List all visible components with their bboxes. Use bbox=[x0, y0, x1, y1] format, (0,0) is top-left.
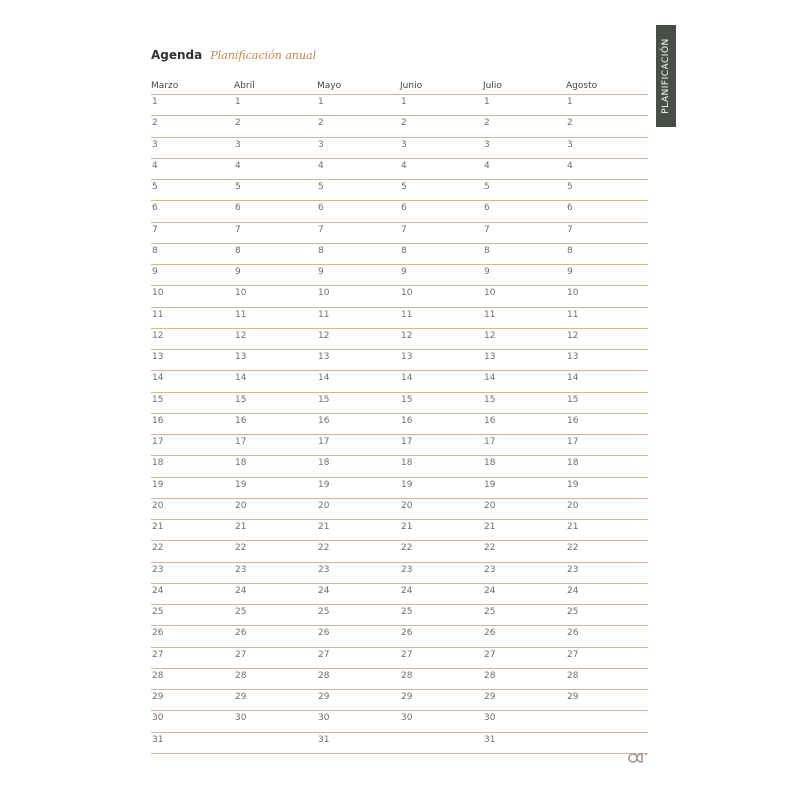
page-header bbox=[151, 44, 316, 63]
day-rows bbox=[151, 95, 648, 754]
ad-logo-icon bbox=[628, 752, 648, 764]
day-cell[interactable]: 28 bbox=[235, 670, 247, 681]
day-cell[interactable]: 20 bbox=[401, 500, 413, 511]
day-cell[interactable]: 8 bbox=[401, 245, 407, 256]
day-cell[interactable]: 1 bbox=[318, 97, 324, 107]
day-row bbox=[151, 414, 648, 435]
day-cell[interactable]: 17 bbox=[567, 437, 579, 447]
day-row bbox=[151, 393, 648, 414]
day-cell[interactable]: 29 bbox=[318, 692, 330, 702]
day-cell[interactable]: 27 bbox=[235, 649, 247, 660]
section-tab-label: PLANIFICACIÓN bbox=[661, 38, 671, 114]
day-cell[interactable]: 16 bbox=[401, 415, 413, 426]
day-cell[interactable]: 13 bbox=[318, 352, 330, 362]
day-cell[interactable]: 4 bbox=[318, 160, 324, 171]
day-cell[interactable]: 24 bbox=[484, 585, 496, 596]
day-cell[interactable]: 2 bbox=[318, 118, 324, 129]
day-cell[interactable]: 22 bbox=[318, 543, 330, 554]
day-cell[interactable]: 8 bbox=[152, 245, 158, 256]
day-cell[interactable]: 12 bbox=[235, 330, 247, 341]
day-cell[interactable]: 25 bbox=[567, 607, 579, 617]
day-cell[interactable]: 10 bbox=[152, 288, 164, 299]
day-cell[interactable]: 14 bbox=[484, 373, 496, 384]
day-row bbox=[151, 435, 648, 456]
day-cell[interactable]: 22 bbox=[235, 543, 247, 554]
day-cell[interactable]: 11 bbox=[152, 309, 164, 320]
day-cell[interactable]: 26 bbox=[318, 628, 330, 639]
month-header: Junio bbox=[400, 81, 423, 91]
day-cell[interactable]: 17 bbox=[318, 437, 330, 447]
day-cell[interactable]: 7 bbox=[567, 224, 573, 235]
month-header: Mayo bbox=[317, 81, 342, 91]
day-cell[interactable]: 8 bbox=[318, 245, 324, 256]
day-cell[interactable]: 13 bbox=[484, 352, 496, 362]
day-cell[interactable]: 23 bbox=[401, 564, 413, 575]
day-cell[interactable]: 7 bbox=[318, 224, 324, 235]
day-cell[interactable]: 1 bbox=[152, 97, 158, 107]
day-cell[interactable]: 9 bbox=[567, 267, 573, 277]
day-cell[interactable]: 19 bbox=[567, 479, 579, 490]
day-cell[interactable]: 18 bbox=[484, 458, 496, 469]
day-cell[interactable]: 10 bbox=[567, 288, 579, 299]
day-cell[interactable]: 26 bbox=[152, 628, 164, 639]
day-cell[interactable]: 20 bbox=[235, 500, 247, 511]
day-cell[interactable]: 6 bbox=[484, 203, 490, 214]
day-cell[interactable]: 30 bbox=[484, 713, 496, 724]
day-cell[interactable]: 17 bbox=[401, 437, 413, 447]
day-cell[interactable]: 15 bbox=[318, 394, 330, 405]
day-row bbox=[151, 201, 648, 222]
day-cell[interactable]: 1 bbox=[401, 97, 407, 107]
day-cell[interactable]: 22 bbox=[484, 543, 496, 554]
day-cell[interactable]: 26 bbox=[235, 628, 247, 639]
day-cell[interactable]: 13 bbox=[567, 352, 579, 362]
day-cell[interactable]: 27 bbox=[401, 649, 413, 660]
day-cell[interactable]: 3 bbox=[567, 139, 573, 150]
day-cell[interactable]: 25 bbox=[152, 607, 164, 617]
day-row bbox=[151, 223, 648, 244]
day-cell[interactable]: 7 bbox=[235, 224, 241, 235]
day-cell[interactable]: 16 bbox=[484, 415, 496, 426]
day-cell[interactable]: 23 bbox=[152, 564, 164, 575]
day-cell[interactable]: 8 bbox=[567, 245, 573, 256]
day-cell[interactable]: 15 bbox=[152, 394, 164, 405]
day-row bbox=[151, 626, 648, 647]
day-cell[interactable]: 20 bbox=[484, 500, 496, 511]
day-cell[interactable]: 4 bbox=[484, 160, 490, 171]
day-cell[interactable]: 3 bbox=[235, 139, 241, 150]
day-cell[interactable]: 30 bbox=[235, 713, 247, 724]
day-cell[interactable]: 14 bbox=[235, 373, 247, 384]
day-cell[interactable]: 11 bbox=[401, 309, 413, 320]
planner-grid bbox=[151, 78, 648, 754]
day-cell[interactable]: 3 bbox=[484, 139, 490, 150]
day-row bbox=[151, 690, 648, 711]
day-row bbox=[151, 499, 648, 520]
day-cell[interactable]: 5 bbox=[401, 182, 407, 192]
day-cell[interactable]: 15 bbox=[567, 394, 579, 405]
day-cell[interactable]: 3 bbox=[152, 139, 158, 150]
month-header-row bbox=[151, 78, 648, 95]
day-cell[interactable]: 31 bbox=[152, 734, 164, 745]
day-cell[interactable]: 19 bbox=[235, 479, 247, 490]
page-subtitle: Planificación anual bbox=[210, 49, 317, 62]
day-cell[interactable]: 21 bbox=[401, 522, 413, 532]
day-cell[interactable]: 10 bbox=[318, 288, 330, 299]
day-cell[interactable]: 8 bbox=[235, 245, 241, 256]
day-cell[interactable]: 13 bbox=[235, 352, 247, 362]
day-cell[interactable]: 15 bbox=[401, 394, 413, 405]
day-row bbox=[151, 265, 648, 286]
day-cell[interactable]: 9 bbox=[152, 267, 158, 277]
day-cell[interactable]: 1 bbox=[567, 97, 573, 107]
day-cell[interactable]: 14 bbox=[318, 373, 330, 384]
day-row bbox=[151, 95, 648, 116]
day-row bbox=[151, 541, 648, 562]
day-row bbox=[151, 350, 648, 371]
day-cell[interactable]: 23 bbox=[484, 564, 496, 575]
day-cell[interactable]: 25 bbox=[318, 607, 330, 617]
day-cell[interactable]: 3 bbox=[401, 139, 407, 150]
day-cell[interactable]: 5 bbox=[318, 182, 324, 192]
day-cell[interactable]: 12 bbox=[401, 330, 413, 341]
day-cell[interactable]: 23 bbox=[235, 564, 247, 575]
day-cell[interactable]: 10 bbox=[484, 288, 496, 299]
day-cell[interactable]: 12 bbox=[484, 330, 496, 341]
day-cell[interactable]: 25 bbox=[235, 607, 247, 617]
day-cell[interactable]: 19 bbox=[401, 479, 413, 490]
day-cell[interactable] bbox=[400, 733, 483, 753]
day-cell[interactable]: 5 bbox=[152, 182, 158, 192]
day-row bbox=[151, 308, 648, 329]
day-cell[interactable]: 20 bbox=[567, 500, 579, 511]
day-cell[interactable]: 11 bbox=[567, 309, 579, 320]
day-cell[interactable]: 20 bbox=[152, 500, 164, 511]
day-row bbox=[151, 456, 648, 477]
day-cell[interactable]: 28 bbox=[567, 670, 579, 681]
day-cell[interactable]: 21 bbox=[318, 522, 330, 532]
day-cell[interactable]: 29 bbox=[401, 692, 413, 702]
day-cell[interactable]: 18 bbox=[401, 458, 413, 469]
day-cell[interactable]: 27 bbox=[567, 649, 579, 660]
day-cell[interactable]: 12 bbox=[567, 330, 579, 341]
day-cell[interactable]: 2 bbox=[235, 118, 241, 129]
day-cell[interactable]: 3 bbox=[318, 139, 324, 150]
day-cell[interactable]: 24 bbox=[401, 585, 413, 596]
day-row bbox=[151, 605, 648, 626]
day-cell[interactable]: 19 bbox=[318, 479, 330, 490]
day-cell[interactable]: 30 bbox=[152, 713, 164, 724]
day-cell[interactable]: 29 bbox=[235, 692, 247, 702]
day-cell[interactable]: 4 bbox=[152, 160, 158, 171]
day-cell[interactable]: 28 bbox=[401, 670, 413, 681]
day-cell[interactable]: 6 bbox=[401, 203, 407, 214]
day-cell[interactable]: 31 bbox=[318, 734, 330, 745]
section-tab bbox=[656, 25, 676, 127]
day-cell[interactable]: 9 bbox=[235, 267, 241, 277]
day-cell[interactable]: 21 bbox=[152, 522, 164, 532]
day-cell[interactable]: 26 bbox=[567, 628, 579, 639]
day-cell[interactable]: 2 bbox=[152, 118, 158, 129]
day-row bbox=[151, 584, 648, 605]
month-header: Abril bbox=[234, 81, 255, 91]
day-cell[interactable]: 4 bbox=[235, 160, 241, 171]
day-cell[interactable]: 29 bbox=[152, 692, 164, 702]
day-row bbox=[151, 244, 648, 265]
day-cell[interactable]: 6 bbox=[235, 203, 241, 214]
month-header: Julio bbox=[483, 81, 502, 91]
day-cell[interactable]: 16 bbox=[318, 415, 330, 426]
page-title: Agenda bbox=[151, 48, 203, 62]
day-cell[interactable]: 1 bbox=[484, 97, 490, 107]
day-row bbox=[151, 329, 648, 350]
day-cell[interactable]: 31 bbox=[484, 734, 496, 745]
day-cell[interactable]: 25 bbox=[401, 607, 413, 617]
day-cell[interactable]: 2 bbox=[401, 118, 407, 129]
day-cell[interactable]: 19 bbox=[152, 479, 164, 490]
day-cell[interactable]: 15 bbox=[235, 394, 247, 405]
day-cell[interactable]: 24 bbox=[567, 585, 579, 596]
day-cell[interactable]: 7 bbox=[152, 224, 158, 235]
day-cell[interactable]: 9 bbox=[401, 267, 407, 277]
day-row bbox=[151, 563, 648, 584]
day-cell[interactable]: 8 bbox=[484, 245, 490, 256]
day-cell[interactable] bbox=[566, 711, 648, 731]
day-row bbox=[151, 711, 648, 732]
day-cell[interactable]: 27 bbox=[152, 649, 164, 660]
day-cell[interactable]: 4 bbox=[567, 160, 573, 171]
day-cell[interactable]: 27 bbox=[484, 649, 496, 660]
day-row bbox=[151, 669, 648, 690]
day-cell[interactable]: 1 bbox=[235, 97, 241, 107]
day-cell[interactable]: 28 bbox=[318, 670, 330, 681]
day-cell[interactable]: 13 bbox=[401, 352, 413, 362]
day-cell[interactable] bbox=[566, 733, 648, 753]
day-cell[interactable]: 22 bbox=[152, 543, 164, 554]
day-cell[interactable]: 21 bbox=[567, 522, 579, 532]
day-cell[interactable]: 18 bbox=[318, 458, 330, 469]
day-cell[interactable]: 11 bbox=[235, 309, 247, 320]
day-cell[interactable]: 9 bbox=[318, 267, 324, 277]
day-cell[interactable]: 17 bbox=[484, 437, 496, 447]
day-cell[interactable]: 5 bbox=[235, 182, 241, 192]
day-cell[interactable]: 29 bbox=[484, 692, 496, 702]
day-cell[interactable]: 26 bbox=[401, 628, 413, 639]
day-cell[interactable]: 14 bbox=[567, 373, 579, 384]
month-header: Agosto bbox=[566, 81, 598, 91]
day-cell[interactable]: 24 bbox=[318, 585, 330, 596]
day-row bbox=[151, 648, 648, 669]
day-cell[interactable]: 14 bbox=[152, 373, 164, 384]
day-cell[interactable]: 23 bbox=[567, 564, 579, 575]
day-cell[interactable]: 18 bbox=[235, 458, 247, 469]
day-cell[interactable]: 19 bbox=[484, 479, 496, 490]
day-cell[interactable]: 25 bbox=[484, 607, 496, 617]
day-cell[interactable]: 11 bbox=[484, 309, 496, 320]
day-cell[interactable]: 20 bbox=[318, 500, 330, 511]
day-cell[interactable]: 28 bbox=[152, 670, 164, 681]
day-cell[interactable]: 14 bbox=[401, 373, 413, 384]
day-cell[interactable]: 30 bbox=[401, 713, 413, 724]
day-cell[interactable]: 17 bbox=[152, 437, 164, 447]
day-cell[interactable]: 13 bbox=[152, 352, 164, 362]
day-row bbox=[151, 286, 648, 307]
day-cell[interactable]: 4 bbox=[401, 160, 407, 171]
day-cell[interactable]: 24 bbox=[235, 585, 247, 596]
day-cell[interactable]: 2 bbox=[567, 118, 573, 129]
day-cell[interactable]: 18 bbox=[152, 458, 164, 469]
day-cell[interactable]: 17 bbox=[235, 437, 247, 447]
day-cell[interactable]: 5 bbox=[484, 182, 490, 192]
day-row bbox=[151, 478, 648, 499]
day-cell[interactable]: 23 bbox=[318, 564, 330, 575]
day-row bbox=[151, 180, 648, 201]
day-cell[interactable]: 21 bbox=[235, 522, 247, 532]
day-cell[interactable]: 16 bbox=[235, 415, 247, 426]
day-cell[interactable]: 7 bbox=[484, 224, 490, 235]
day-row bbox=[151, 520, 648, 541]
day-cell[interactable]: 9 bbox=[484, 267, 490, 277]
day-cell[interactable]: 6 bbox=[318, 203, 324, 214]
day-cell[interactable]: 6 bbox=[567, 203, 573, 214]
day-cell[interactable]: 5 bbox=[567, 182, 573, 192]
day-row bbox=[151, 371, 648, 392]
day-cell[interactable] bbox=[234, 733, 317, 753]
day-cell[interactable]: 18 bbox=[567, 458, 579, 469]
day-cell[interactable]: 16 bbox=[152, 415, 164, 426]
day-cell[interactable]: 10 bbox=[235, 288, 247, 299]
day-cell[interactable]: 6 bbox=[152, 203, 158, 214]
day-cell[interactable]: 12 bbox=[152, 330, 164, 341]
day-cell[interactable]: 12 bbox=[318, 330, 330, 341]
day-cell[interactable]: 16 bbox=[567, 415, 579, 426]
day-row bbox=[151, 138, 648, 159]
day-cell[interactable]: 11 bbox=[318, 309, 330, 320]
day-cell[interactable]: 29 bbox=[567, 692, 579, 702]
month-header: Marzo bbox=[151, 81, 179, 91]
day-row bbox=[151, 159, 648, 180]
day-cell[interactable]: 28 bbox=[484, 670, 496, 681]
day-row bbox=[151, 733, 648, 754]
day-cell[interactable]: 21 bbox=[484, 522, 496, 532]
day-cell[interactable]: 27 bbox=[318, 649, 330, 660]
day-row bbox=[151, 116, 648, 137]
day-cell[interactable]: 10 bbox=[401, 288, 413, 299]
day-cell[interactable]: 2 bbox=[484, 118, 490, 129]
day-cell[interactable]: 30 bbox=[318, 713, 330, 724]
day-cell[interactable]: 24 bbox=[152, 585, 164, 596]
day-cell[interactable]: 22 bbox=[401, 543, 413, 554]
day-cell[interactable]: 22 bbox=[567, 543, 579, 554]
day-cell[interactable]: 7 bbox=[401, 224, 407, 235]
day-cell[interactable]: 26 bbox=[484, 628, 496, 639]
day-cell[interactable]: 15 bbox=[484, 394, 496, 405]
